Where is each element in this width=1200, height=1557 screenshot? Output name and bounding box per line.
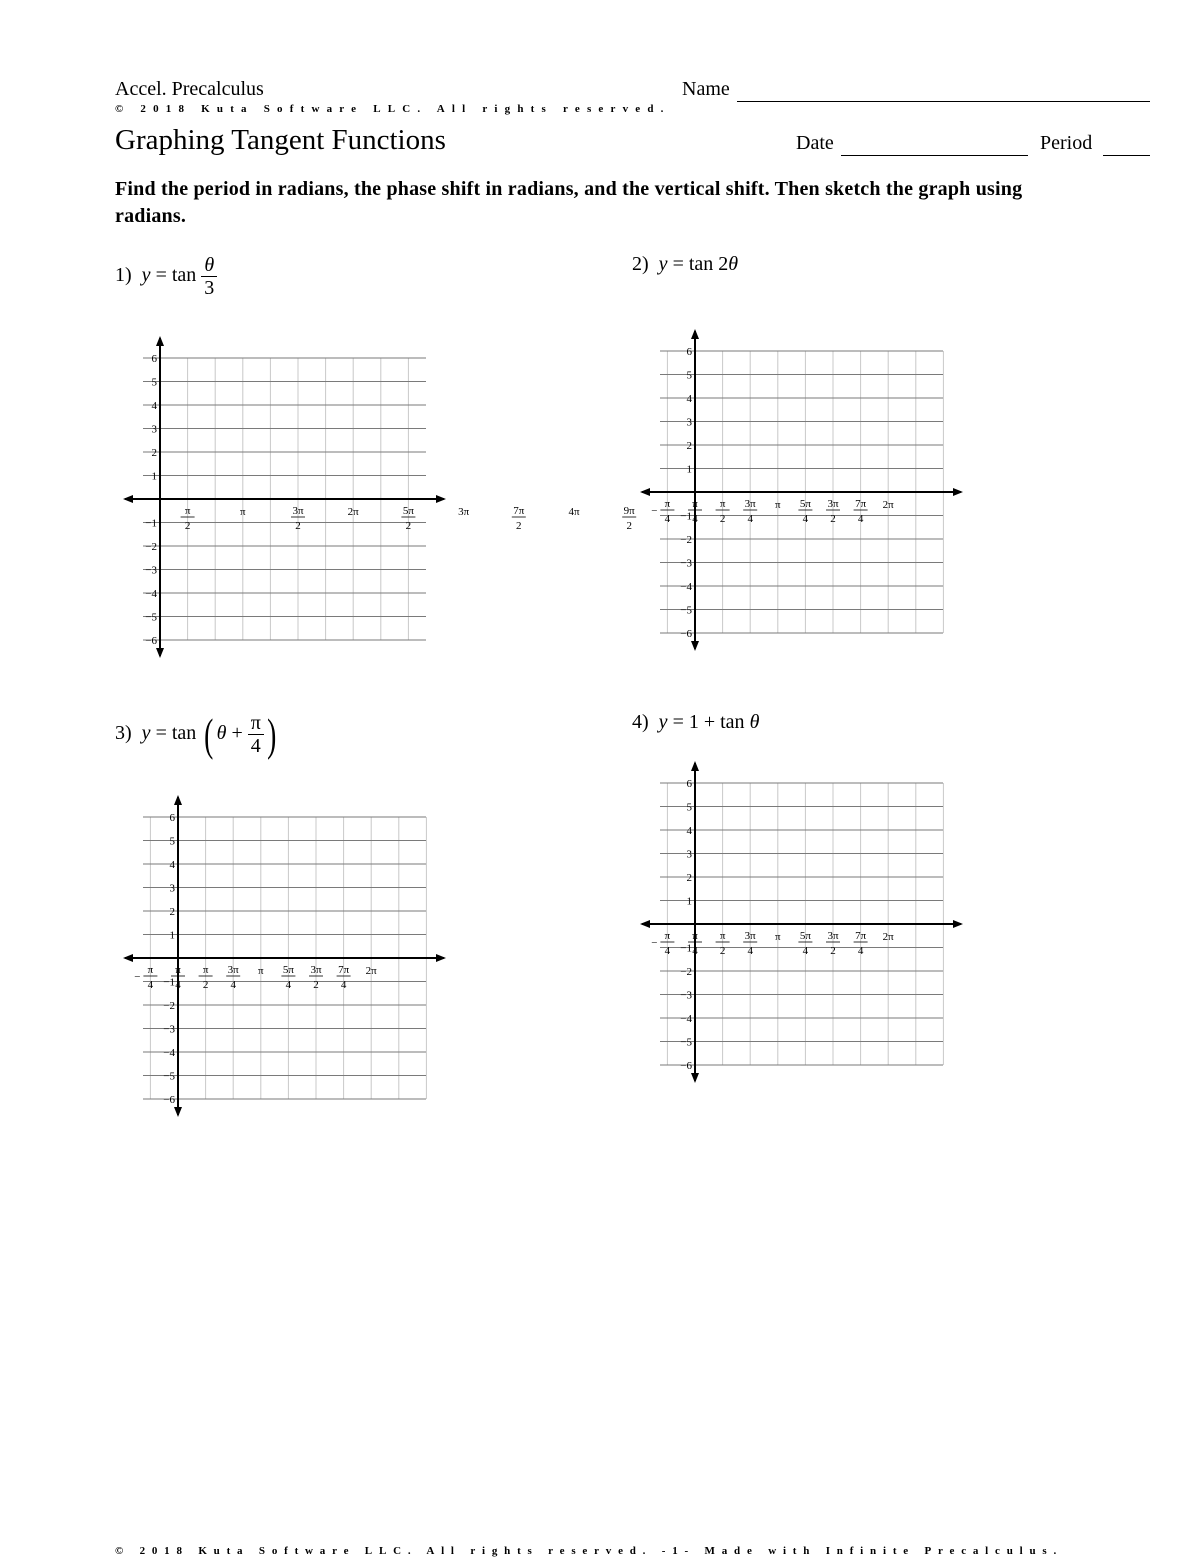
argument: θ [728, 253, 739, 275]
equation-lhs: y [141, 264, 151, 287]
y-tick-label: 2 [151, 447, 157, 459]
x-tick-denominator: 2 [719, 945, 726, 957]
x-tick-label [240, 506, 246, 518]
y-tick-label: 3 [151, 423, 157, 436]
x-tick-label [883, 499, 895, 511]
y-tick-label: 5 [686, 369, 692, 382]
x-tick-label [775, 931, 781, 943]
x-tick-denominator: 2 [184, 520, 191, 532]
y-tick-label: 2 [686, 440, 692, 452]
y-tick-label: 2 [169, 906, 175, 918]
x-tick-label [883, 931, 895, 943]
graph-3[interactable] [123, 795, 446, 1117]
x-axis-right-arrow [436, 954, 446, 962]
x-tick-denominator: 4 [230, 979, 236, 991]
y-tick-label: −6 [680, 1060, 692, 1072]
graph-4[interactable] [640, 761, 963, 1083]
equals-sign: = [155, 722, 167, 745]
x-tick-denominator: 2 [516, 520, 522, 532]
x-tick-numerator: π [147, 964, 154, 976]
left-paren: ( [204, 708, 214, 760]
y-axis-top-arrow [174, 795, 182, 805]
x-tick-denominator: 2 [830, 945, 836, 957]
argument: θ [216, 722, 227, 745]
x-tick-denominator: 4 [147, 979, 154, 991]
worksheet-title: Graphing Tangent Functions [115, 124, 446, 156]
x-tick-denominator: 2 [313, 979, 319, 991]
x-tick-numerator: π [664, 930, 671, 942]
x-tick-text: 3π [458, 506, 470, 518]
x-tick-denominator: 4 [664, 945, 671, 957]
x-tick-denominator: 2 [405, 520, 412, 532]
y-tick-label: −1 [163, 976, 175, 989]
y-tick-label: 6 [151, 353, 157, 365]
copyright-notice: © 2018 Kuta Software LLC. All rights reserved. [115, 103, 671, 115]
x-tick-numerator: π [175, 964, 181, 976]
plus-sign: + [231, 722, 243, 745]
x-tick-numerator: 3π [227, 964, 239, 976]
y-tick-label: 1 [169, 929, 175, 942]
y-tick-label: 3 [686, 416, 692, 429]
x-tick-text: 2π [882, 931, 894, 943]
x-tick-label [512, 505, 526, 532]
x-tick-denominator: 2 [719, 513, 726, 525]
fraction-denominator: 4 [250, 735, 261, 757]
x-tick-denominator: 2 [202, 979, 209, 991]
y-tick-label: −3 [163, 1023, 175, 1036]
y-tick-label: 1 [686, 895, 692, 908]
y-tick-label: −5 [145, 611, 157, 624]
y-tick-label: 5 [151, 376, 157, 389]
x-tick-label [622, 505, 636, 532]
y-tick-label: −1 [145, 517, 157, 530]
fraction-numerator: π [248, 712, 264, 735]
y-tick-label: 4 [151, 400, 157, 412]
x-tick-text: π [775, 499, 781, 511]
y-tick-label: 3 [686, 848, 692, 861]
equation-lhs: y [141, 722, 151, 745]
y-tick-label: −5 [163, 1070, 175, 1083]
x-tick-denominator: 2 [830, 513, 836, 525]
y-tick-label: 2 [686, 872, 692, 884]
x-tick-denominator: 4 [692, 945, 698, 957]
y-tick-label: −4 [680, 581, 692, 593]
problem-number: 2) [632, 253, 649, 275]
y-tick-label: −3 [680, 557, 692, 570]
x-tick-label [348, 506, 360, 518]
y-tick-label: −4 [145, 588, 157, 600]
name-label: Name [682, 78, 730, 100]
x-tick-denominator: 4 [692, 513, 698, 525]
x-tick-numerator: π [664, 498, 671, 510]
x-tick-denominator: 2 [295, 520, 301, 532]
y-tick-label: −6 [680, 628, 692, 640]
equals-sign: = [672, 253, 684, 275]
x-tick-numerator: 7π [338, 964, 350, 976]
y-tick-label: 4 [169, 859, 175, 871]
equation-lhs: y [658, 253, 668, 275]
y-tick-label: −2 [680, 966, 692, 978]
x-tick-numerator: 3π [827, 498, 839, 510]
course-name: Accel. Precalculus [115, 78, 264, 100]
fraction-denominator: 3 [204, 277, 215, 299]
x-tick-label [134, 964, 157, 991]
x-axis-right-arrow [953, 488, 963, 496]
graph-1[interactable] [123, 336, 636, 658]
y-tick-label: 5 [169, 835, 175, 848]
x-tick-numerator: 3π [744, 498, 756, 510]
x-axis-left-arrow [640, 920, 650, 928]
problem-number: 1) [115, 264, 132, 287]
y-tick-label: 3 [169, 882, 175, 895]
x-tick-numerator: 5π [799, 498, 811, 510]
y-tick-label: −4 [680, 1013, 692, 1025]
y-tick-label: −5 [680, 604, 692, 617]
x-tick-numerator: 7π [513, 505, 525, 517]
x-axis-left-arrow [640, 488, 650, 496]
x-tick-numerator: 3π [827, 930, 839, 942]
period-label: Period [1040, 132, 1093, 154]
y-tick-label: −6 [145, 635, 157, 647]
y-axis-bottom-arrow [691, 1073, 699, 1083]
problem-number: 4) [632, 711, 649, 733]
y-tick-label: −2 [163, 1000, 175, 1012]
fraction-numerator: θ [201, 254, 217, 277]
x-tick-numerator: 3π [292, 505, 304, 517]
x-tick-denominator: 4 [802, 945, 809, 957]
x-tick-label [366, 965, 378, 977]
y-tick-label: 1 [686, 463, 692, 476]
x-tick-text: π [258, 965, 264, 977]
x-axis-left-arrow [123, 495, 133, 503]
y-tick-label: 4 [686, 393, 692, 405]
x-tick-numerator: 5π [402, 505, 414, 517]
graph-2[interactable] [640, 329, 963, 651]
x-tick-denominator: 4 [802, 513, 809, 525]
x-tick-numerator: 5π [799, 930, 811, 942]
function-name: tan [720, 711, 745, 733]
y-tick-label: 1 [151, 470, 157, 483]
y-tick-label: −5 [680, 1036, 692, 1049]
x-tick-numerator: π [692, 930, 698, 942]
argument: θ [749, 711, 760, 733]
y-tick-label: 6 [686, 346, 692, 358]
x-tick-denominator: 4 [340, 979, 347, 991]
x-tick-minus: − [651, 505, 658, 517]
x-tick-text: 2π [882, 499, 894, 511]
x-tick-text: 4π [568, 506, 580, 518]
y-tick-label: −2 [680, 534, 692, 546]
plus-sign: + [703, 711, 716, 733]
instructions: Find the period in radians, the phase shift in radians, and the vertical shift. Then sketch the graph using radians. [115, 178, 1023, 227]
x-tick-numerator: 5π [282, 964, 294, 976]
x-tick-label [651, 930, 674, 957]
x-tick-numerator: 3π [744, 930, 756, 942]
equation-lhs: y [658, 711, 668, 733]
y-axis-top-arrow [691, 329, 699, 339]
y-axis-bottom-arrow [174, 1107, 182, 1117]
x-axis-right-arrow [436, 495, 446, 503]
x-tick-denominator: 4 [664, 513, 671, 525]
y-axis-top-arrow [156, 336, 164, 346]
x-tick-label [775, 499, 781, 511]
x-tick-numerator: π [719, 930, 726, 942]
x-tick-text: 2π [347, 506, 359, 518]
x-tick-text: 2π [365, 965, 377, 977]
y-tick-label: 6 [686, 778, 692, 790]
x-tick-denominator: 4 [175, 979, 181, 991]
y-tick-label: −2 [145, 541, 157, 553]
x-tick-label [458, 506, 470, 518]
y-tick-label: −4 [163, 1047, 175, 1059]
x-tick-label [651, 498, 674, 525]
vertical-shift-constant: 1 [688, 711, 699, 733]
y-tick-label: 4 [686, 825, 692, 837]
x-axis-right-arrow [953, 920, 963, 928]
y-tick-label: −1 [680, 510, 692, 523]
x-axis-left-arrow [123, 954, 133, 962]
x-tick-text: π [240, 506, 246, 518]
equals-sign: = [672, 711, 684, 733]
function-name: tan [171, 264, 197, 287]
function-name: tan 2 [688, 253, 729, 275]
y-tick-label: 5 [686, 801, 692, 814]
y-tick-label: 6 [169, 812, 175, 824]
y-axis-top-arrow [691, 761, 699, 771]
y-tick-label: −3 [145, 564, 157, 577]
x-tick-denominator: 4 [285, 979, 292, 991]
x-tick-denominator: 4 [857, 945, 864, 957]
footer: © 2018 Kuta Software LLC. All rights reserved. -1- Made with Infinite Precalculus. [115, 1545, 1064, 1557]
right-paren: ) [266, 708, 277, 760]
y-tick-label: −1 [680, 942, 692, 955]
x-tick-numerator: 7π [855, 498, 867, 510]
x-tick-label [258, 965, 264, 977]
x-tick-minus: − [134, 971, 141, 983]
x-tick-text: π [775, 931, 781, 943]
y-axis-bottom-arrow [691, 641, 699, 651]
equals-sign: = [155, 264, 167, 287]
y-tick-label: −6 [163, 1094, 175, 1106]
x-tick-numerator: π [184, 505, 191, 517]
x-tick-numerator: 9π [623, 505, 635, 517]
x-tick-label [568, 506, 580, 518]
date-label: Date [796, 132, 834, 154]
x-tick-denominator: 4 [747, 513, 753, 525]
function-name: tan [171, 722, 197, 745]
y-tick-label: −3 [680, 989, 692, 1002]
x-tick-denominator: 2 [626, 520, 632, 532]
x-tick-numerator: π [692, 498, 698, 510]
x-tick-minus: − [651, 937, 658, 949]
x-tick-numerator: 3π [310, 964, 322, 976]
x-tick-numerator: 7π [855, 930, 867, 942]
x-tick-denominator: 4 [857, 513, 864, 525]
y-axis-bottom-arrow [156, 648, 164, 658]
x-tick-numerator: π [202, 964, 209, 976]
x-tick-denominator: 4 [747, 945, 753, 957]
problem-number: 3) [115, 722, 132, 745]
x-tick-numerator: π [719, 498, 726, 510]
